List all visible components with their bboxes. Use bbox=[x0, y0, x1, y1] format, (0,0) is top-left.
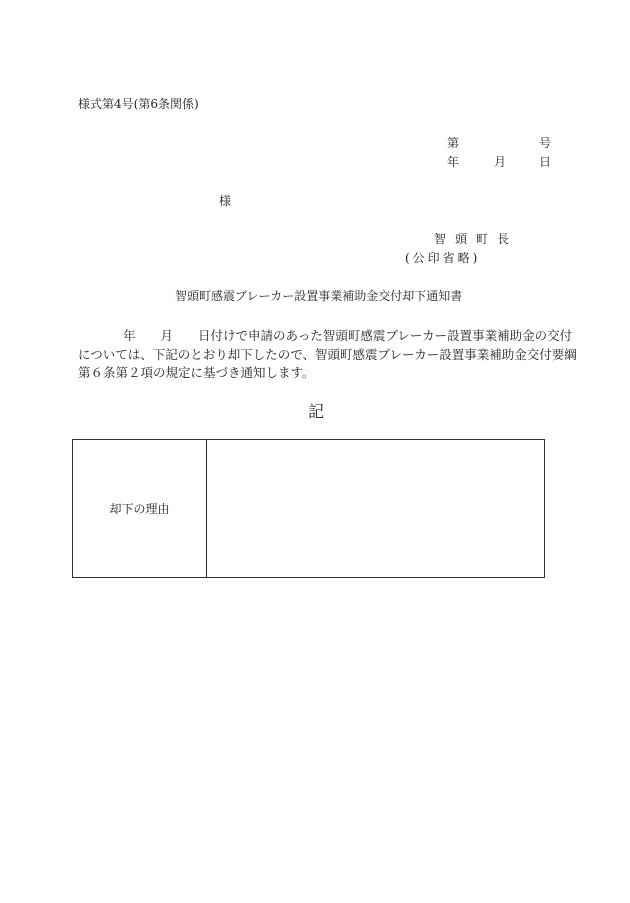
rejection-reason-value bbox=[207, 440, 544, 577]
rejection-reason-label-text: 却下の理由 bbox=[109, 501, 170, 516]
seal-omitted-note: (公印省略) bbox=[405, 251, 481, 265]
body-year-label: 年 bbox=[123, 328, 136, 343]
body-line-3: 第６条第２項の規定に基づき通知します。 bbox=[78, 365, 315, 380]
form-number-label: 様式第4号(第6条関係) bbox=[78, 97, 199, 111]
document-number-suffix: 号 bbox=[539, 136, 552, 150]
notice-body bbox=[78, 327, 577, 383]
recipient-honorific: 様 bbox=[219, 194, 232, 208]
body-line-2: については、下記のとおり却下したので、智頭町感震ブレーカー設置事業補助金交付要綱 bbox=[78, 346, 577, 362]
date-day-label: 日 bbox=[539, 155, 552, 169]
document-title: 智頭町感震ブレーカー設置事業補助金交付却下通知書 bbox=[175, 289, 463, 303]
body-month-label: 月 bbox=[160, 328, 174, 343]
rejection-reason-table bbox=[72, 439, 545, 578]
body-line-1 bbox=[78, 327, 573, 346]
body-line-1-text: 日付けで申請のあった智頭町感震ブレーカー設置事業補助金の交付 bbox=[198, 328, 573, 343]
date-month-label: 月 bbox=[494, 155, 507, 169]
rejection-reason-label bbox=[73, 440, 206, 577]
ki-heading: 記 bbox=[308, 402, 325, 421]
issuer-title: 智頭町長 bbox=[434, 232, 519, 246]
date-year-label: 年 bbox=[447, 155, 460, 169]
document-number-prefix: 第 bbox=[447, 136, 460, 150]
